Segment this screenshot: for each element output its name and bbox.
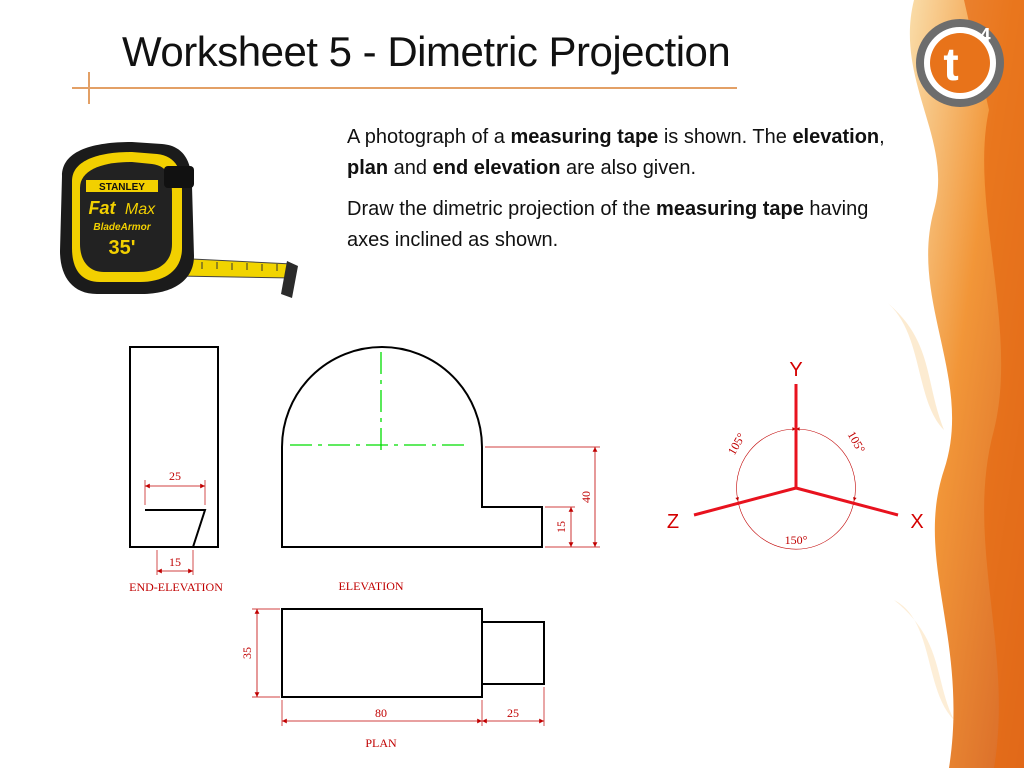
dim-plan-25-text: 25 xyxy=(507,706,519,720)
photo-brand: STANLEY xyxy=(99,182,145,193)
elevation-view xyxy=(282,347,600,593)
logo-superscript: 4 xyxy=(979,25,991,47)
angle-left-text: 105° xyxy=(724,430,749,458)
logo-letter: t xyxy=(943,38,959,90)
dim-elev-15-text: 15 xyxy=(554,521,568,533)
photo-model-a: Fat xyxy=(88,198,116,218)
photo-model-b: Max xyxy=(124,201,156,218)
dim-end-15-text: 15 xyxy=(169,555,181,569)
photo-size: 35' xyxy=(108,237,136,259)
elevation-label: ELEVATION xyxy=(338,579,404,593)
dim-plan-35-text: 35 xyxy=(240,647,254,659)
photo-line: BladeArmor xyxy=(93,222,151,233)
x-axis-label: X xyxy=(910,511,924,533)
z-axis-line xyxy=(694,488,796,515)
z-axis-label: Z xyxy=(666,511,680,533)
instruction-paragraph-2: Draw the dimetric projection of the measuring tape having axes inclined as shown. xyxy=(347,198,869,251)
plan-body-outline xyxy=(282,609,482,697)
dim-elev-40-text: 40 xyxy=(579,491,593,503)
dimetric-axes xyxy=(667,359,924,549)
plan-label: PLAN xyxy=(365,736,397,750)
instruction-paragraph-1: A photograph of a measuring tape is shown. The elevation, plan and end elevation are also given. xyxy=(347,126,885,179)
x-axis-line xyxy=(796,488,898,515)
slide-title: Worksheet 5 - Dimetric Projection xyxy=(122,28,731,75)
plan-tip-outline xyxy=(482,622,544,684)
end-elevation-view xyxy=(129,347,223,594)
end-elevation-label: END-ELEVATION xyxy=(129,580,223,594)
end-elevation-outline xyxy=(130,347,218,547)
dim-end-25-text: 25 xyxy=(169,469,181,483)
y-axis-label: Y xyxy=(789,359,803,381)
angle-right-text: 105° xyxy=(844,428,869,456)
end-elevation-slot xyxy=(145,510,205,547)
dim-plan-80-text: 80 xyxy=(375,706,387,720)
plan-view xyxy=(240,609,544,750)
angle-bottom-text: 150° xyxy=(784,533,808,547)
